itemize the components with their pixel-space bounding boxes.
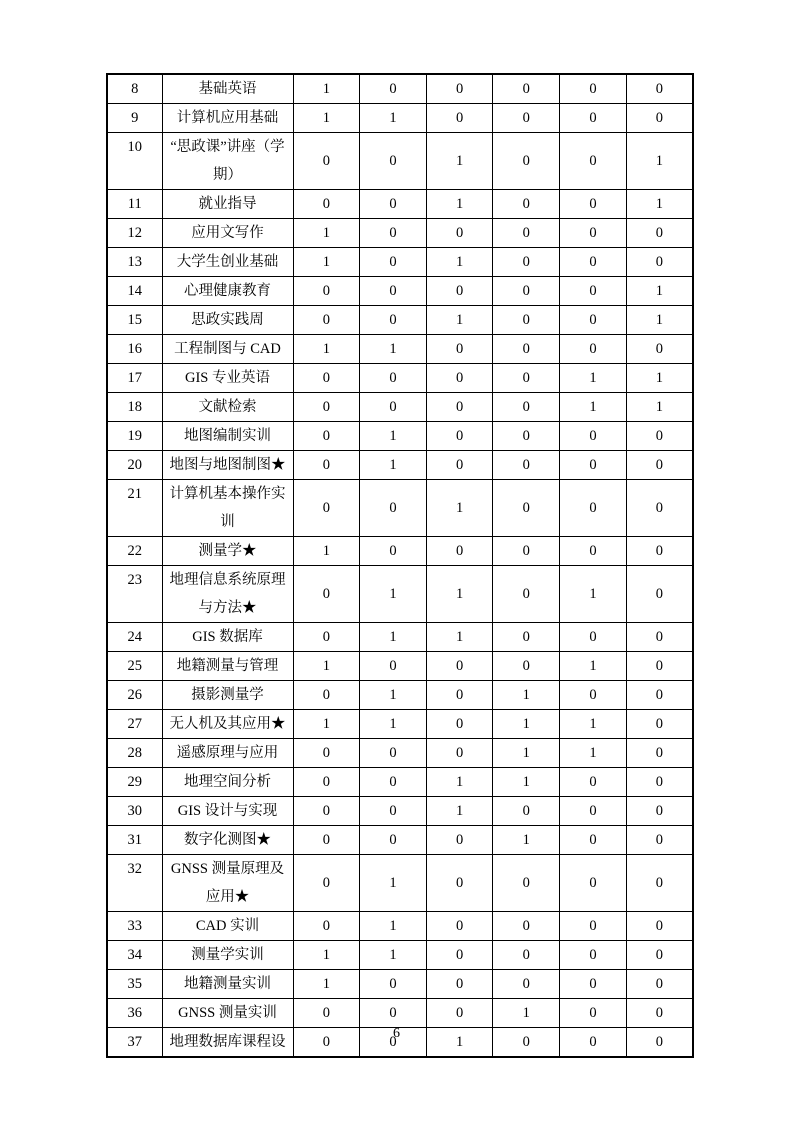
value-cell: 0 xyxy=(293,451,360,480)
value-cell: 0 xyxy=(493,480,560,537)
course-name-cell: GIS 数据库 xyxy=(162,623,293,652)
row-number-cell: 18 xyxy=(107,393,162,422)
value-cell: 1 xyxy=(360,335,427,364)
row-number-cell: 21 xyxy=(107,480,162,537)
value-cell: 1 xyxy=(560,739,627,768)
value-cell: 0 xyxy=(493,912,560,941)
value-cell: 0 xyxy=(293,855,360,912)
value-cell: 1 xyxy=(360,681,427,710)
course-name-cell: 思政实践周 xyxy=(162,306,293,335)
value-cell: 0 xyxy=(493,451,560,480)
value-cell: 0 xyxy=(426,681,493,710)
table-row xyxy=(107,855,693,912)
value-cell: 0 xyxy=(360,480,427,537)
value-cell: 0 xyxy=(560,480,627,537)
value-cell: 1 xyxy=(360,855,427,912)
value-cell: 1 xyxy=(293,970,360,999)
table-row xyxy=(107,133,693,190)
table-row xyxy=(107,970,693,999)
table-row xyxy=(107,566,693,623)
value-cell: 0 xyxy=(360,652,427,681)
value-cell: 0 xyxy=(426,393,493,422)
table-row xyxy=(107,451,693,480)
value-cell: 0 xyxy=(360,999,427,1028)
row-number-cell: 14 xyxy=(107,277,162,306)
course-name-cell: GIS 专业英语 xyxy=(162,364,293,393)
value-cell: 1 xyxy=(426,480,493,537)
value-cell: 0 xyxy=(360,190,427,219)
course-table-body xyxy=(107,74,693,1057)
course-name-cell: GIS 设计与实现 xyxy=(162,797,293,826)
table-row xyxy=(107,710,693,739)
row-number-cell: 29 xyxy=(107,768,162,797)
value-cell: 0 xyxy=(626,1028,693,1058)
value-cell: 0 xyxy=(626,623,693,652)
value-cell: 0 xyxy=(626,566,693,623)
value-cell: 1 xyxy=(426,566,493,623)
value-cell: 0 xyxy=(560,1028,627,1058)
value-cell: 1 xyxy=(426,190,493,219)
value-cell: 0 xyxy=(626,768,693,797)
course-name-cell: 大学生创业基础 xyxy=(162,248,293,277)
value-cell: 0 xyxy=(426,422,493,451)
row-number-cell: 27 xyxy=(107,710,162,739)
value-cell: 1 xyxy=(493,739,560,768)
table-row xyxy=(107,335,693,364)
value-cell: 0 xyxy=(560,681,627,710)
value-cell: 1 xyxy=(293,335,360,364)
value-cell: 1 xyxy=(560,364,627,393)
value-cell: 0 xyxy=(626,219,693,248)
value-cell: 0 xyxy=(626,537,693,566)
value-cell: 1 xyxy=(360,941,427,970)
value-cell: 0 xyxy=(626,104,693,133)
course-name-cell: 应用文写作 xyxy=(162,219,293,248)
course-name-cell: 地籍测量与管理 xyxy=(162,652,293,681)
value-cell: 0 xyxy=(360,133,427,190)
row-number-cell: 8 xyxy=(107,74,162,104)
value-cell: 1 xyxy=(560,566,627,623)
value-cell: 0 xyxy=(493,335,560,364)
value-cell: 0 xyxy=(426,970,493,999)
value-cell: 0 xyxy=(560,797,627,826)
value-cell: 1 xyxy=(493,826,560,855)
value-cell: 1 xyxy=(360,422,427,451)
course-name-cell: 就业指导 xyxy=(162,190,293,219)
value-cell: 0 xyxy=(560,133,627,190)
value-cell: 1 xyxy=(426,248,493,277)
value-cell: 0 xyxy=(560,912,627,941)
value-cell: 1 xyxy=(560,652,627,681)
row-number-cell: 11 xyxy=(107,190,162,219)
table-row xyxy=(107,422,693,451)
value-cell: 0 xyxy=(626,480,693,537)
value-cell: 0 xyxy=(426,277,493,306)
table-row xyxy=(107,999,693,1028)
value-cell: 0 xyxy=(293,912,360,941)
row-number-cell: 19 xyxy=(107,422,162,451)
value-cell: 1 xyxy=(426,306,493,335)
value-cell: 0 xyxy=(293,306,360,335)
value-cell: 0 xyxy=(493,393,560,422)
value-cell: 0 xyxy=(626,681,693,710)
table-row xyxy=(107,797,693,826)
value-cell: 1 xyxy=(626,306,693,335)
table-row xyxy=(107,277,693,306)
value-cell: 1 xyxy=(360,912,427,941)
row-number-cell: 31 xyxy=(107,826,162,855)
value-cell: 0 xyxy=(626,248,693,277)
table-row xyxy=(107,219,693,248)
value-cell: 0 xyxy=(626,941,693,970)
value-cell: 0 xyxy=(493,104,560,133)
value-cell: 1 xyxy=(426,768,493,797)
value-cell: 0 xyxy=(293,999,360,1028)
value-cell: 0 xyxy=(493,1028,560,1058)
page-number: 6 xyxy=(393,1026,400,1041)
value-cell: 0 xyxy=(360,248,427,277)
table-row xyxy=(107,480,693,537)
value-cell: 0 xyxy=(493,190,560,219)
row-number-cell: 28 xyxy=(107,739,162,768)
course-table xyxy=(106,73,694,1058)
value-cell: 1 xyxy=(293,941,360,970)
value-cell: 0 xyxy=(560,623,627,652)
value-cell: 0 xyxy=(360,219,427,248)
value-cell: 0 xyxy=(560,277,627,306)
value-cell: 1 xyxy=(360,710,427,739)
value-cell: 0 xyxy=(293,393,360,422)
table-row xyxy=(107,364,693,393)
value-cell: 0 xyxy=(493,797,560,826)
value-cell: 0 xyxy=(293,739,360,768)
value-cell: 1 xyxy=(493,681,560,710)
value-cell: 1 xyxy=(293,74,360,104)
value-cell: 0 xyxy=(626,797,693,826)
course-name-cell: 摄影测量学 xyxy=(162,681,293,710)
value-cell: 0 xyxy=(626,422,693,451)
value-cell: 0 xyxy=(493,364,560,393)
value-cell: 0 xyxy=(560,537,627,566)
value-cell: 0 xyxy=(626,335,693,364)
value-cell: 0 xyxy=(626,739,693,768)
value-cell: 0 xyxy=(293,681,360,710)
course-name-cell: 地理数据库课程设 xyxy=(162,1028,293,1058)
course-name-cell: 文献检索 xyxy=(162,393,293,422)
value-cell: 0 xyxy=(360,739,427,768)
row-number-cell: 15 xyxy=(107,306,162,335)
value-cell: 0 xyxy=(560,941,627,970)
value-cell: 1 xyxy=(426,133,493,190)
value-cell: 0 xyxy=(293,133,360,190)
value-cell: 0 xyxy=(426,855,493,912)
value-cell: 0 xyxy=(426,652,493,681)
value-cell: 0 xyxy=(560,219,627,248)
course-name-cell: 心理健康教育 xyxy=(162,277,293,306)
row-number-cell: 12 xyxy=(107,219,162,248)
table-row xyxy=(107,826,693,855)
table-row xyxy=(107,74,693,104)
value-cell: 0 xyxy=(360,970,427,999)
value-cell: 0 xyxy=(560,306,627,335)
value-cell: 0 xyxy=(426,74,493,104)
value-cell: 1 xyxy=(293,710,360,739)
value-cell: 0 xyxy=(426,710,493,739)
course-name-cell: 工程制图与 CAD xyxy=(162,335,293,364)
table-row xyxy=(107,104,693,133)
course-name-cell: 计算机应用基础 xyxy=(162,104,293,133)
value-cell: 0 xyxy=(560,999,627,1028)
value-cell: 1 xyxy=(426,1028,493,1058)
course-name-cell: 计算机基本操作实训 xyxy=(162,480,293,537)
row-number-cell: 30 xyxy=(107,797,162,826)
table-row xyxy=(107,623,693,652)
value-cell: 0 xyxy=(426,104,493,133)
value-cell: 0 xyxy=(493,219,560,248)
value-cell: 0 xyxy=(493,623,560,652)
value-cell: 0 xyxy=(293,364,360,393)
table-row xyxy=(107,768,693,797)
row-number-cell: 36 xyxy=(107,999,162,1028)
value-cell: 0 xyxy=(293,277,360,306)
value-cell: 0 xyxy=(360,537,427,566)
value-cell: 0 xyxy=(360,826,427,855)
value-cell: 1 xyxy=(626,393,693,422)
value-cell: 1 xyxy=(293,248,360,277)
value-cell: 0 xyxy=(626,451,693,480)
value-cell: 0 xyxy=(493,566,560,623)
row-number-cell: 16 xyxy=(107,335,162,364)
value-cell: 0 xyxy=(360,364,427,393)
value-cell: 1 xyxy=(293,104,360,133)
course-name-cell: GNSS 测量原理及应用★ xyxy=(162,855,293,912)
value-cell: 0 xyxy=(360,393,427,422)
value-cell: 0 xyxy=(360,74,427,104)
table-row xyxy=(107,739,693,768)
value-cell: 0 xyxy=(293,566,360,623)
value-cell: 1 xyxy=(293,652,360,681)
value-cell: 0 xyxy=(493,970,560,999)
course-name-cell: GNSS 测量实训 xyxy=(162,999,293,1028)
value-cell: 0 xyxy=(560,826,627,855)
value-cell: 0 xyxy=(626,652,693,681)
value-cell: 0 xyxy=(426,219,493,248)
row-number-cell: 25 xyxy=(107,652,162,681)
course-name-cell: 测量学★ xyxy=(162,537,293,566)
value-cell: 0 xyxy=(560,422,627,451)
value-cell: 1 xyxy=(426,623,493,652)
value-cell: 0 xyxy=(493,248,560,277)
value-cell: 0 xyxy=(560,855,627,912)
value-cell: 0 xyxy=(626,826,693,855)
row-number-cell: 37 xyxy=(107,1028,162,1058)
value-cell: 0 xyxy=(293,480,360,537)
table-row xyxy=(107,912,693,941)
row-number-cell: 13 xyxy=(107,248,162,277)
row-number-cell: 24 xyxy=(107,623,162,652)
value-cell: 0 xyxy=(293,190,360,219)
table-row xyxy=(107,681,693,710)
value-cell: 1 xyxy=(560,710,627,739)
value-cell: 0 xyxy=(426,335,493,364)
value-cell: 0 xyxy=(626,855,693,912)
value-cell: 0 xyxy=(293,623,360,652)
row-number-cell: 26 xyxy=(107,681,162,710)
table-row xyxy=(107,652,693,681)
value-cell: 0 xyxy=(293,797,360,826)
value-cell: 0 xyxy=(560,104,627,133)
value-cell: 0 xyxy=(426,826,493,855)
table-row xyxy=(107,190,693,219)
course-name-cell: 测量学实训 xyxy=(162,941,293,970)
value-cell: 1 xyxy=(426,797,493,826)
value-cell: 0 xyxy=(493,306,560,335)
value-cell: 0 xyxy=(560,248,627,277)
table-row xyxy=(107,248,693,277)
value-cell: 0 xyxy=(626,970,693,999)
value-cell: 0 xyxy=(426,739,493,768)
value-cell: 0 xyxy=(626,999,693,1028)
value-cell: 1 xyxy=(560,393,627,422)
row-number-cell: 22 xyxy=(107,537,162,566)
value-cell: 0 xyxy=(293,768,360,797)
value-cell: 1 xyxy=(360,451,427,480)
value-cell: 0 xyxy=(360,306,427,335)
value-cell: 0 xyxy=(293,422,360,451)
value-cell: 1 xyxy=(293,537,360,566)
value-cell: 1 xyxy=(360,566,427,623)
course-name-cell: “思政课”讲座（学期） xyxy=(162,133,293,190)
value-cell: 1 xyxy=(626,190,693,219)
value-cell: 0 xyxy=(426,537,493,566)
value-cell: 0 xyxy=(360,277,427,306)
value-cell: 1 xyxy=(493,768,560,797)
course-name-cell: 遥感原理与应用 xyxy=(162,739,293,768)
value-cell: 1 xyxy=(626,364,693,393)
course-name-cell: 基础英语 xyxy=(162,74,293,104)
value-cell: 0 xyxy=(426,912,493,941)
value-cell: 0 xyxy=(426,941,493,970)
value-cell: 0 xyxy=(493,652,560,681)
row-number-cell: 33 xyxy=(107,912,162,941)
course-name-cell: 数字化测图★ xyxy=(162,826,293,855)
row-number-cell: 32 xyxy=(107,855,162,912)
course-name-cell: CAD 实训 xyxy=(162,912,293,941)
value-cell: 0 xyxy=(626,710,693,739)
table-row xyxy=(107,537,693,566)
course-name-cell: 无人机及其应用★ xyxy=(162,710,293,739)
row-number-cell: 9 xyxy=(107,104,162,133)
course-name-cell: 地理空间分析 xyxy=(162,768,293,797)
value-cell: 0 xyxy=(560,768,627,797)
row-number-cell: 17 xyxy=(107,364,162,393)
row-number-cell: 34 xyxy=(107,941,162,970)
value-cell: 0 xyxy=(493,277,560,306)
table-row xyxy=(107,393,693,422)
value-cell: 0 xyxy=(493,855,560,912)
value-cell: 0 xyxy=(293,826,360,855)
value-cell: 0 xyxy=(493,941,560,970)
row-number-cell: 23 xyxy=(107,566,162,623)
value-cell: 1 xyxy=(626,133,693,190)
course-name-cell: 地理信息系统原理与方法★ xyxy=(162,566,293,623)
value-cell: 0 xyxy=(493,422,560,451)
value-cell: 0 xyxy=(426,999,493,1028)
value-cell: 1 xyxy=(626,277,693,306)
value-cell: 1 xyxy=(360,104,427,133)
value-cell: 1 xyxy=(493,710,560,739)
row-number-cell: 20 xyxy=(107,451,162,480)
value-cell: 0 xyxy=(360,1028,427,1058)
row-number-cell: 10 xyxy=(107,133,162,190)
course-name-cell: 地籍测量实训 xyxy=(162,970,293,999)
value-cell: 0 xyxy=(560,190,627,219)
value-cell: 0 xyxy=(560,335,627,364)
course-name-cell: 地图与地图制图★ xyxy=(162,451,293,480)
table-row xyxy=(107,306,693,335)
table-row xyxy=(107,941,693,970)
value-cell: 0 xyxy=(360,768,427,797)
value-cell: 0 xyxy=(360,797,427,826)
value-cell: 0 xyxy=(560,451,627,480)
value-cell: 0 xyxy=(493,74,560,104)
value-cell: 1 xyxy=(360,623,427,652)
value-cell: 0 xyxy=(426,451,493,480)
row-number-cell: 35 xyxy=(107,970,162,999)
value-cell: 1 xyxy=(493,999,560,1028)
value-cell: 1 xyxy=(293,219,360,248)
value-cell: 0 xyxy=(626,74,693,104)
value-cell: 0 xyxy=(293,1028,360,1058)
value-cell: 0 xyxy=(560,970,627,999)
course-name-cell: 地图编制实训 xyxy=(162,422,293,451)
value-cell: 0 xyxy=(493,537,560,566)
value-cell: 0 xyxy=(426,364,493,393)
value-cell: 0 xyxy=(560,74,627,104)
value-cell: 0 xyxy=(626,912,693,941)
value-cell: 0 xyxy=(493,133,560,190)
